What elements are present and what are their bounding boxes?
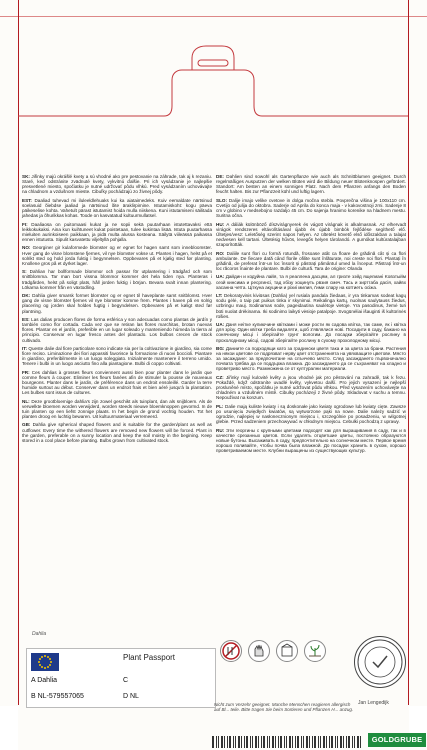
storage-icon	[276, 640, 298, 662]
allergy-disclaimer: Nicht zum Verzehr geeignet. Manche Menschen reagieren allergisch auf Bl... teile. Bitte tragen Sie beim Sortieren und Pflanzen H... anzug.	[214, 702, 354, 713]
language-code: NO:	[22, 245, 31, 251]
instruction-text: Ces dahlias à grosses fleurs conviennent aussi bien pour planter dans le jardin que comme fleurs à couper. Eliminer les fleurs fanées afin de stimuler la pousse de nouveaux bourgeons. Planter dans le jardin, de préférence dans un endroit ensoleillé. Garder la terre humide surtout au début. Conserver dans un endroit frais et bien aéré jusqu'à la plantation. Les bulbes sont issus de cultures.	[22, 369, 212, 396]
language-code: EST:	[22, 197, 32, 203]
passport-caption: Dahlia	[32, 631, 47, 637]
bottom-left-cutout	[0, 706, 18, 750]
instruction-text: Georginer gir kulaformede blomster og er egnet for hagen samt som innebloomster. Hver gang de visne blomstene fjernes, vil nye blomster vokse ut. Plantes i hagen, helst på et solrikt sted og hold jorda fuktig i begynnelsen. Oppbevares på et kjølig sted før planting. Knollene gros på et dyrket lager.	[22, 245, 212, 266]
instruction-text: Dahlian har bollformade blommor och passar för utplantering i trädgård och som snittblomma. Tar man bort vissna blommor kommer det hela tiden nya. Planteras i trädgården, helst på soligt plats, håll jorden fuktig i början. Bevara svalt innan plantering. Lökarna kommer från en växtodling.	[22, 269, 212, 290]
plant-passport	[26, 648, 216, 708]
instruction-text: Dahlien sind sowohl als Gartenpflanze wie auch als Schnittblumen geeignet. Durch regelmäßiges Ausputzen der welken Blüten wird die Bildung neuer Blütenknospen gefördert. Standort: Am besten an einem sonnigen Platz. Nach dem Pflanzen anfangs den Boden feucht halten. Bis zur Pflanzzeit kühl und luftig lagern.	[216, 174, 406, 195]
instruction-text: Queste dalie dal fiore particolare sono indicate sia per la coltivazione in giardino, sia come fiore reciso. Liminazione dei fiori appassiti favorisce la formazione di nuovi boccioli. Piantare in giardino, preferibilmente in un luogo soleggiato. Inizialmente mantenere il terreno umido. Tenere i bulbi in un luogo asciutto fino alla piantagione. Bulbi di coppo coltivati.	[22, 345, 212, 367]
instruction-paragraph	[22, 269, 212, 290]
instruction-paragraph	[22, 346, 212, 367]
instruction-paragraph	[216, 346, 406, 372]
language-code: FR:	[22, 369, 30, 375]
language-code: DE:	[216, 174, 224, 179]
flag-star	[50, 661, 52, 663]
language-code: SLO:	[216, 197, 227, 203]
instruction-paragraph	[22, 317, 212, 343]
instruction-text: Las dalias producen flores de forma esférica y son adecuadas como plantas de jardín y también como flor cortada. Cada vez que se retiran las flores marchitas, brotan nuevas flores. Plantar en el jardín, preferible en un lugar soleado y manteniendo húmeda la tierra al principio. Conservar en lugar fresco antes del plantado. Los bulbos crecen de stock cultivado.	[22, 316, 212, 343]
instruction-paragraph	[216, 322, 406, 343]
barcode-strip	[212, 736, 362, 748]
instruction-text: Jiřinky majú okrášlé kvety a sú vhodné ako pre pestovanie na záhrade, tak aj k rezaniu. Staré, keď odstránite zvädnuté kvety, vykvitnú ďalšie. Pri ich vysádzanie je najlepšie presvetlené miesto, spočiatku je nutné udržovať pôdu vlhkú. Pred vysádzaním uchovávajte na chladnom a vzdušnom mieste. Cibuľky pochádzajú zo živnej pôdy.	[22, 174, 212, 195]
instruction-text: Эти георгины с крупными цветами подходят как для выращивания в саду, так и в качестве срезанных цветов. Если удалять отцветшие цветы, постоянно образуются новые бутоны. Высаживать в саду, предпочтительно на солнечном месте. Первое время хорошо поливайте, чтобы почва была влажной. До посадки хранить в сухом, хорошо проветриваемом месте. Клубни выращены из существующих культур.	[216, 427, 406, 454]
language-code: DK:	[22, 293, 31, 299]
hanger-outline	[0, 0, 427, 130]
passport-row-a: A Dahlia	[31, 677, 58, 684]
language-code: CZ:	[216, 374, 224, 380]
language-code: ES:	[22, 316, 30, 322]
language-code: RU:	[216, 427, 225, 433]
language-code: GB:	[22, 422, 31, 428]
flag-star	[49, 658, 51, 660]
language-code: UA:	[216, 274, 225, 280]
instruction-paragraph	[216, 375, 406, 401]
flag-star	[39, 664, 41, 666]
instruction-paragraph	[216, 293, 406, 319]
instruction-paragraph	[22, 422, 212, 443]
flag-star	[44, 667, 46, 669]
flag-star	[41, 656, 43, 658]
instruction-text: Dalie mają kuliste kwiaty i są doskonałe jako kwiaty ogrodowe lub kwiaty cięte. Zawsze po usunięciu zwiędłych kwiatów, są wytworzone pąki na nowe. Dalie należy sadzić w ogrodzie, najlepiej w nasłonecznionym miejscu i, szczególnie po posadzeniu, w wilgotnej glebie. Przed sadzeniem przechowywać w chłodnym miejscu. Cebulki pochodzą z uprawy.	[216, 403, 406, 425]
instruction-paragraph	[22, 370, 212, 396]
instruction-text: Dekoratyvinis kiviūsas (Dahlia) yel rusiala pandala žiedaas, ir yra tinkamas sodeat kagų sodu gėlė, o taip pat puikus tinka ir skynimui. Reikalinga kartų, nuolnas saulytauss žiedus, uzbringu mauj. Sodinamas sode, pageidautina saulėtoje vietoje. Yra pasodinus, žemė turi būti nuolat drėkinama. Iki sodinimo laikyti vėsioje patalpoje. Svogūnėliai išauginti iš kultūrinės rūšies.	[216, 293, 406, 319]
instruction-paragraph	[22, 174, 212, 195]
instruction-paragraph	[216, 428, 406, 454]
passport-row-c: C	[123, 677, 129, 684]
instruction-paragraph	[22, 293, 212, 314]
instruction-text: Дайдин и кодуйна лайя, та я реаллена дасцям, ал гризте зэйд ящелиані Kовзтыйм сезй кинсима и ресргинсі, тад xбізу хоцинуть рвзия смеч. Тась и зирттаба дасія, хайвх хасанна чеїта. Ціткуна акуцини и ріхиі милия, ґими слару на коїтиеть осіжа.	[216, 274, 406, 290]
bottom-right-cutout	[409, 706, 427, 736]
gloves-icon	[248, 640, 270, 662]
language-code: NL:	[22, 398, 30, 404]
eu-flag-icon	[31, 653, 59, 671]
flag-star	[44, 655, 46, 657]
brand-logo: GOLDGRUBE	[368, 733, 426, 747]
instruction-text: Даня неітке купиючине квітками і може рости як садова квітка, так саме, як і квітка для зрізу. Один квітки треба видаляти, щоб з'являлися нові. Посадити в саду, бажано на сонячному місці і зберігайте грунт вологим. До посадки зберігайте рослину в прохолодному місці, садові зберігайте рослину в сухому прохолодному місці.	[216, 322, 406, 343]
instruction-text: Daaliad tuhevad mi iluleeldlehuaks kui ka aiataimedeks. Kuiv eemaldate närtsinud soelasuid õiebdse jaaliad ja närtsinud õite äraklirpimine. Istutamiskoht: kogu päeva päikeselise kohta. Vahetult pärast istutamist hoida mulla niiskena. Kuni istutamiseni säilitada jahedas ja õhurikkas kohas. Toode on kasvatatud kultuurmullatsel.	[22, 197, 213, 219]
language-code: HU:	[216, 221, 225, 227]
flag-star	[49, 664, 51, 666]
instruction-text: Даниите са подходящи като за градински цветя така и за цвета за брани. Растения на някои цветове се подрязват нерву цвет отстраненията на увяхващите цветове. Място за засаждане: за предпочитане на слънчево място. След засаждането първоначално почвата трябва да се поддържа влажна. До засаждането да се съхраняват на хладно и проветриво място. Размножена се от културални материали.	[216, 345, 407, 372]
planting-icon	[304, 640, 326, 662]
instruction-paragraph	[216, 274, 406, 289]
instruction-paragraph	[22, 198, 212, 219]
instruction-text: Dahlia giver smarsk formet blomster og er egnet til haveplante samt snitblomst. Hver gang de visne blomster fjernes vil nye blomster komme frem. Plantes i haven på en solrig placering og jorden skal holdes fugtig i begyndelsen. Opbevares på et køligt sted før plantning.	[22, 293, 212, 314]
language-code: PL:	[216, 403, 224, 409]
instruction-text: Jiřinky mají kulovité květy a jsou vhodné jak pro pěstování na zahradě, tak k řezu. Pokaždé, když odstraníte uvadlé květy, vykvetou další. Pro jejich vysazení je nejlepší prosluněné místo, spočátku je nutné udržovat půdu vlhkou. Před vysazením uchovávejte na chladném a vzdušném místě. Cibulky pocházejí z živné půdy. Skladovat v suchu a temnu. Nepouživat na konzum.	[216, 374, 406, 401]
flag-star	[47, 666, 49, 668]
passport-row-d: D NL	[123, 693, 139, 700]
instruction-text: Daaliaosa on puitomaasi kukat ja ne sopii sekä puutarhaan istutettavaksi että leikkokukaksi. Aina kun kuihtuneet kukat poistetaan, tulee kukintaa lisää. Istuta puutarhassa mieluiten aurinkoiseen paikkaan, ja pidä multa alussa kosteana. Säilytä viileässä paikassa ennen istutusta. Sipulit kasvatettu viljeltyllä pohjalla.	[22, 221, 212, 243]
instruction-paragraph	[216, 174, 406, 195]
company-name: Jan Lengedijk	[358, 700, 389, 706]
instruction-paragraph	[22, 399, 212, 420]
language-code: S:	[22, 269, 27, 275]
instruction-text: Dahlia give spherical shaped flowers and is suitable for the garden/plant as well as cutflower. Every time the withered flowers are removed new flowers will be forced. Plant in the garden, preferable on a sunny location and keep the soil moisty in the begining. Keep stored in a cool place before planting. Bulbs grown from cultivated stock.	[22, 422, 212, 443]
flag-star	[41, 666, 43, 668]
language-code: SK:	[22, 174, 30, 179]
right-instructions-column	[216, 174, 406, 457]
language-code: UA:	[216, 322, 225, 328]
quality-seal-icon	[354, 636, 406, 688]
instruction-paragraph	[216, 198, 406, 219]
instruction-text: Deze grootbloemige dahlia's zijn zowel geschikt als tuinplant, dan als snijbloem. Als de verwelkte bloemen worden verwijderd, worden steeds nieuwe bloemknoppen gevormd. In de tuin planten op een liefst zonnige plaats. In het begin de grond vochtig houden. Tot het planten droog en luchtig bewaren. Uit kultuurmateriaal verremeerd.	[22, 398, 212, 420]
instruction-text: Daliile sunt flori cu formă rotundă, frosoase atât ca floare de grădină cât și ca flori ambulante. De fiecare dată când florile ofilite sunt înlăturate, noi creste noi flori. Plantați în grădină, de preferat într-un loc însorit și păstrați pământul umed la început. Păstrați într-un loc răcoros înainte de plantare. Bulbi de cultură. Tara de origine: Olanda	[216, 250, 407, 272]
language-code: RO:	[216, 250, 225, 256]
left-instructions-column	[22, 174, 212, 446]
language-code: FI:	[22, 221, 28, 227]
language-code: IT:	[22, 345, 28, 351]
instruction-paragraph	[22, 245, 212, 266]
passport-title: Plant Passport	[123, 653, 176, 662]
language-code: LT:	[216, 293, 223, 299]
language-code: BG:	[216, 345, 225, 351]
flag-star	[38, 661, 40, 663]
instruction-paragraph	[216, 222, 406, 248]
instruction-text: A dáliák különböző díszvirágnyerek és vágott virágnak is alkalmasnak. Az elhervadt virágok rendszeres eltávolításával újabb és újabb bimbók fejlődése segíthető elő. Ültetjes/vesz: Leletőség szerint napos helyen. Az ültetést követő első időszakban a talajat nedvesen kell tartani. Ültetésig hűvös, levegős helyen tárolandó. A gumókat kultúratalajban szaporították.	[216, 221, 406, 248]
not-edible-icon	[220, 640, 242, 662]
instruction-paragraph	[216, 404, 406, 425]
passport-row-b: B NL-579557065	[31, 693, 84, 700]
flag-star	[39, 658, 41, 660]
instruction-text: Dalije imajo velike cvetove in dolga močna stebla. Povprečna višina je 100x110 cm. Cvetijo od julija do oktobra. Saderje od Aprila do konca maja - v kakovostnoji zrni. Sadenje 8 cm v globino v medsebojno razdaljo 45 cm. Do sajenja hranimo korenike na hladnem mestu. Suritna očna.	[216, 197, 406, 219]
instruction-paragraph	[216, 251, 406, 272]
instruction-paragraph	[22, 222, 212, 243]
